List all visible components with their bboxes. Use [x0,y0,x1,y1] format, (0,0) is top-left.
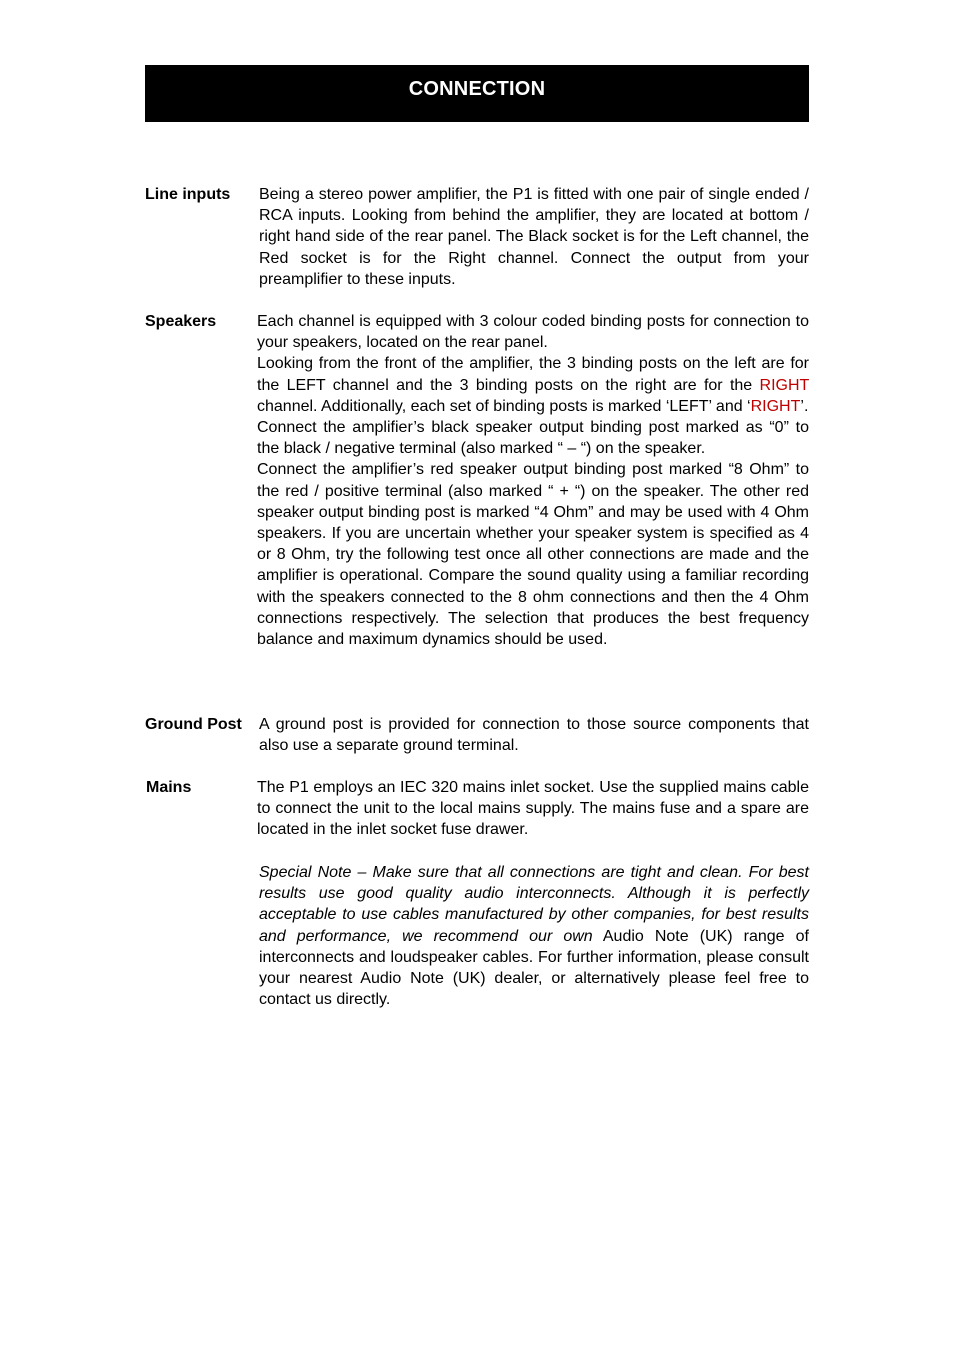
speakers-label: Speakers [145,313,217,330]
special-note-text [259,862,809,1010]
special-note-italic: Special Note – Make sure that all connections are tight and clean. For best results use good quality audio interconnects. Although it is perfectly acceptable to use cables manufactured by other companies, for best results and performance, we recommend our own [259,864,809,945]
right-marking-highlight: RIGHT [750,397,801,415]
speakers-paragraph-4: Connect the amplifier’s red speaker output binding post marked “8 Ohm” to the red / positive terminal (also marked “ + “) on the speaker. The other red speaker output binding post is marked “4 Ohm” and may be used with 4 Ohm speakers. If you are uncertain whether your speaker system is specified as 4 or 8 Ohm, try the following test once all other connections are made and the amplifier is operational. Compare the sound quality using a familiar recording with the speakers connected to the 8 ohm connections and then the 4 Ohm connections respectively. The selection that produces the best frequency balance and maximum dynamics should be used. [257,461,809,649]
special-note-regular: Audio Note (UK) range of interconnects and loudspeaker cables. For further information, please consult your nearest Audio Note (UK) dealer, or alternatively please feel free to contact us directly. [259,927,809,1009]
right-channel-highlight: RIGHT [759,376,809,394]
mains-text: The P1 employs an IEC 320 mains inlet socket. Use the supplied mains cable to connect the unit to the local mains supply. The mains fuse and a spare are located in the inlet socket fuse drawer. [257,779,809,839]
speakers-p2-text-c: ’. [800,397,809,415]
ground-post-body [259,714,809,756]
speakers-p2-text-a: Looking from the front of the amplifier, the 3 binding posts on the left are for the LEFT channel and the 3 binding posts on the right are for the [257,355,809,394]
page-title: CONNECTION [408,78,546,100]
line-inputs-label: Line inputs [145,186,231,203]
line-inputs-text: Being a stereo power amplifier, the P1 is fitted with one pair of single ended / RCA inputs. Looking from behind the amplifier, they are located at bottom / right hand side of the rear panel. The Black socket is for the Left channel, the Red socket is for the Right channel. Connect the output from your preamplifier to these inputs. [259,186,809,288]
ground-post-text: A ground post is provided for connection to those source components that also use a separate ground terminal. [259,716,809,755]
speakers-paragraph-2 [257,353,809,417]
section-header [145,65,809,122]
line-inputs-body [259,184,809,290]
speakers-p2-text-b: channel. Additionally, each set of binding posts is marked ‘LEFT’ and ‘ [257,397,751,415]
mains-label: Mains [146,779,192,796]
ground-post-label: Ground Post [145,716,242,733]
mains-body [257,777,809,841]
speakers-body [257,311,809,650]
speakers-paragraph-3: Connect the amplifier’s black speaker output binding post marked as “0” to the black / negative terminal (also marked “ – “) on the speaker. [257,419,809,458]
speakers-paragraph-1: Each channel is equipped with 3 colour coded binding posts for connection to your speakers, located on the rear panel. [257,313,809,352]
special-note-body [259,862,809,1010]
